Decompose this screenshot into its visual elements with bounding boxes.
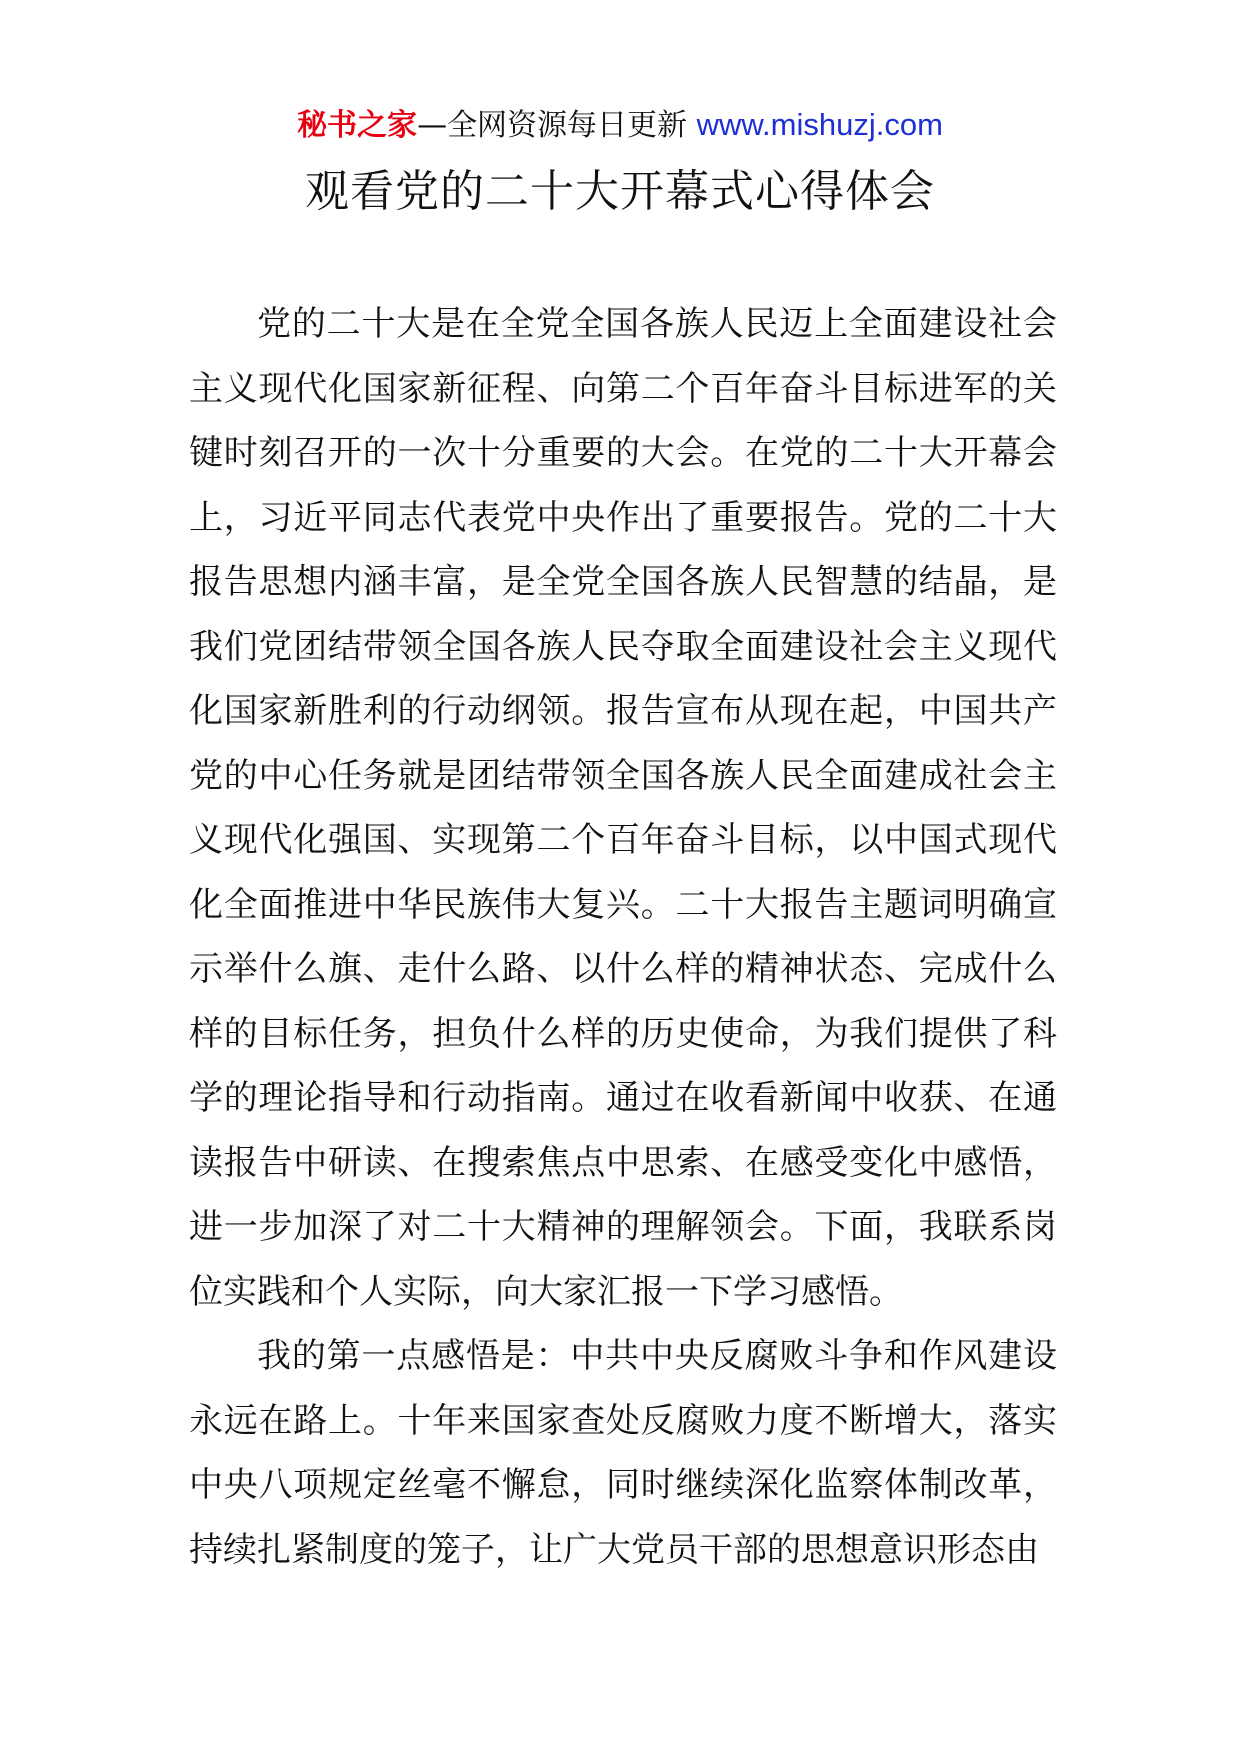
paragraph-1: 党的二十大是在全党全国各族人民迈上全面建设社会主义现代化国家新征程、向第二个百年奋斗目标进军的关键时刻召开的一次十分重要的大会。在党的二十大开幕会上，习近平同志代表党中央作出了重要报告。党的二十大报告思想内涵丰富，是全党全国各族人民智慧的结晶，是我们党团结带领全国各族人民夺取全面建设社会主义现代化国家新胜利的行动纲领。报告宣布从现在起，中国共产党的中心任务就是团结带领全国各族人民全面建成社会主义现代化强国、实现第二个百年奋斗目标，以中国式现代化全面推进中华民族伟大复兴。二十大报告主题词明确宣示举什么旗、走什么路、以什么样的精神状态、完成什么样的目标任务，担负什么样的历史使命，为我们提供了科学的理论指导和行动指南。通过在收看新闻中收获、在通读报告中研读、在搜索焦点中思索、在感受变化中感悟，进一步加深了对二十大精神的理解领会。下面，我联系岗位实践和个人实际，向大家汇报一下学习感悟。 [189,304,1057,1312]
brand-name: 秘书之家 [297,108,418,143]
document-body [189,292,1057,1582]
header-tagline: —全网资源每日更新 [417,108,688,143]
paragraph-2: 我的第一点感悟是：中共中央反腐败斗争和作风建设永远在路上。十年来国家查处反腐败力度不断增大，落实中央八项规定丝毫不懈怠，同时继续深化监察体制改革，持续扎紧制度的笼子，让广大党员干部的思想意识形态由 [189,1336,1057,1570]
site-url-link[interactable]: www.mishuzj.com [696,107,943,142]
document-title: 观看党的二十大开幕式心得体会 [305,166,935,217]
site-header [0,103,1240,148]
